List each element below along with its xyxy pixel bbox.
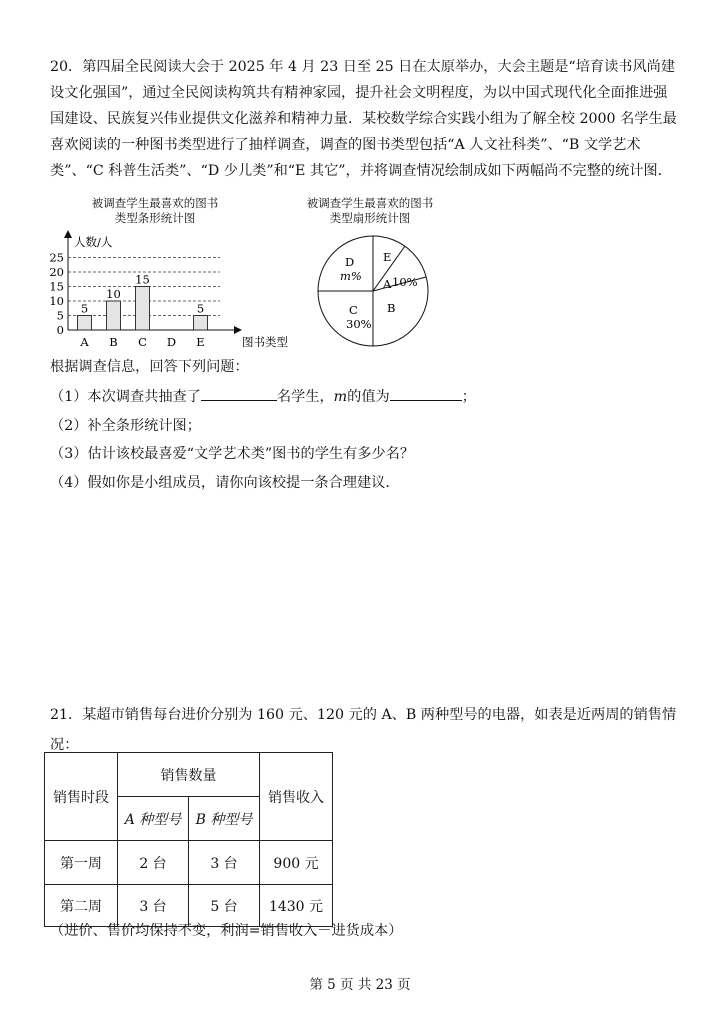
- pie-label-d: D: [345, 255, 355, 269]
- y-tick-label-25: 25: [49, 250, 64, 265]
- row1-a: 2 台: [118, 841, 189, 885]
- q20-prompt: 根据调查信息，回答下列问题：: [50, 359, 249, 375]
- sub1-var-m: m: [333, 389, 348, 405]
- sub1-blank-1[interactable]: [201, 386, 277, 401]
- x-tick-label-D: D: [166, 335, 177, 349]
- pie-label-b: B: [387, 301, 396, 315]
- q21-note: （进价、售价均保持不变，利润=销售收入－进货成本）: [50, 923, 403, 939]
- page-footer: 第 5 页 共 23 页: [309, 977, 411, 993]
- x-axis-label: 图书类型: [242, 335, 288, 349]
- q20-sub2: （2）补全条形统计图；: [50, 418, 201, 434]
- row1-income: 900 元: [260, 841, 333, 885]
- x-tick-label-E: E: [196, 335, 205, 349]
- row1-b: 3 台: [189, 841, 260, 885]
- pie-value-d: m%: [340, 269, 362, 283]
- sub1-text-b: 名学生，: [276, 389, 334, 405]
- header-type-b: B 种型号: [189, 797, 260, 841]
- row2-period: 第二周: [45, 885, 118, 927]
- pie-label-c: C: [349, 303, 358, 317]
- pie-chart: [312, 232, 436, 348]
- pie-value-c: 30%: [346, 317, 372, 331]
- y-tick-label-20: 20: [49, 265, 64, 279]
- table-row: [45, 841, 333, 885]
- y-axis-label: 人数/人: [74, 235, 113, 249]
- header-period: 销售时段: [45, 753, 118, 841]
- y-tick-label-0: 0: [56, 323, 64, 337]
- row2-a: 3 台: [118, 885, 189, 927]
- header-income: 销售收入: [260, 753, 333, 841]
- sales-table: [44, 752, 333, 927]
- sub1-text-d: ；: [461, 389, 476, 405]
- row2-b: 5 台: [189, 885, 260, 927]
- row1-period: 第一周: [45, 841, 118, 885]
- bar-value-label-A: 5: [80, 301, 89, 316]
- header-type-a: A 种型号: [118, 797, 189, 841]
- q20-sub3: （3）估计该校最喜爱“文学艺术类”图书的学生有多少名？: [50, 446, 415, 462]
- bar-value-label-C: 15: [135, 272, 150, 287]
- y-tick-label-10: 10: [49, 294, 64, 308]
- bar-B: [107, 301, 121, 330]
- pie-value-a: 10%: [392, 275, 418, 289]
- header-quantity: 销售数量: [118, 753, 260, 797]
- pie-caption-line2: 类型扇形统计图: [329, 211, 411, 225]
- pie-label-e: E: [383, 250, 392, 264]
- bar-C: [136, 287, 150, 331]
- pie-label-a: A: [383, 277, 392, 291]
- bar-caption-line1: 被调查学生最喜欢的图书: [91, 196, 219, 210]
- y-tick-label-5: 5: [56, 308, 64, 323]
- pie-caption-line1: 被调查学生最喜欢的图书: [306, 196, 434, 210]
- bar-chart-caption: [80, 196, 230, 226]
- q21-intro: 21．某超市销售每台进价分别为 160 元、120 元的 A、B 两种型号的电器，如表是近两周的销售情况：: [50, 707, 677, 753]
- sub1-text-a: （1）本次调查共抽查了: [50, 389, 201, 405]
- row2-income: 1430 元: [260, 885, 333, 927]
- bar-E: [194, 316, 208, 331]
- x-tick-label-B: B: [109, 335, 118, 349]
- sub1-text-c: 的值为: [347, 389, 390, 405]
- q20-intro: 20．第四届全民阅读大会于 2025 年 4 月 23 日至 25 日在太原举办，大会主题是“培育读书风尚建设文化强国”，通过全民阅读构筑共有精神家园，提升社会文明程度，为以中国式现代化全面推进强国建设、民族复兴伟业提供文化滋养和精神力量．某校数学综合实践小组为了解全校 2000 名学生最喜欢阅读的一种图书类型进行了抽样调查，调查的图书类型包括“A 人文社科类”、“B 文学艺术类”、“C 科普生活类”、“D 少儿类”和“E 其它”，并将调查情况绘制成如下两幅尚不完整的统计图．: [50, 59, 677, 179]
- q20-sub4: （4）假如你是小组成员，请你向该校提一条合理建议．: [50, 475, 400, 491]
- pie-chart-caption: [290, 196, 450, 226]
- bar-value-label-E: 5: [196, 301, 205, 316]
- sub1-blank-2[interactable]: [390, 386, 462, 401]
- bar-value-label-B: 10: [106, 287, 121, 301]
- x-tick-label-A: A: [80, 335, 89, 349]
- x-tick-label-C: C: [138, 335, 147, 349]
- q20-sub1: [50, 386, 476, 406]
- bar-A: [78, 316, 92, 331]
- y-tick-label-15: 15: [49, 279, 64, 294]
- bar-caption-line2: 类型条形统计图: [114, 211, 196, 225]
- bar-chart: [48, 228, 288, 352]
